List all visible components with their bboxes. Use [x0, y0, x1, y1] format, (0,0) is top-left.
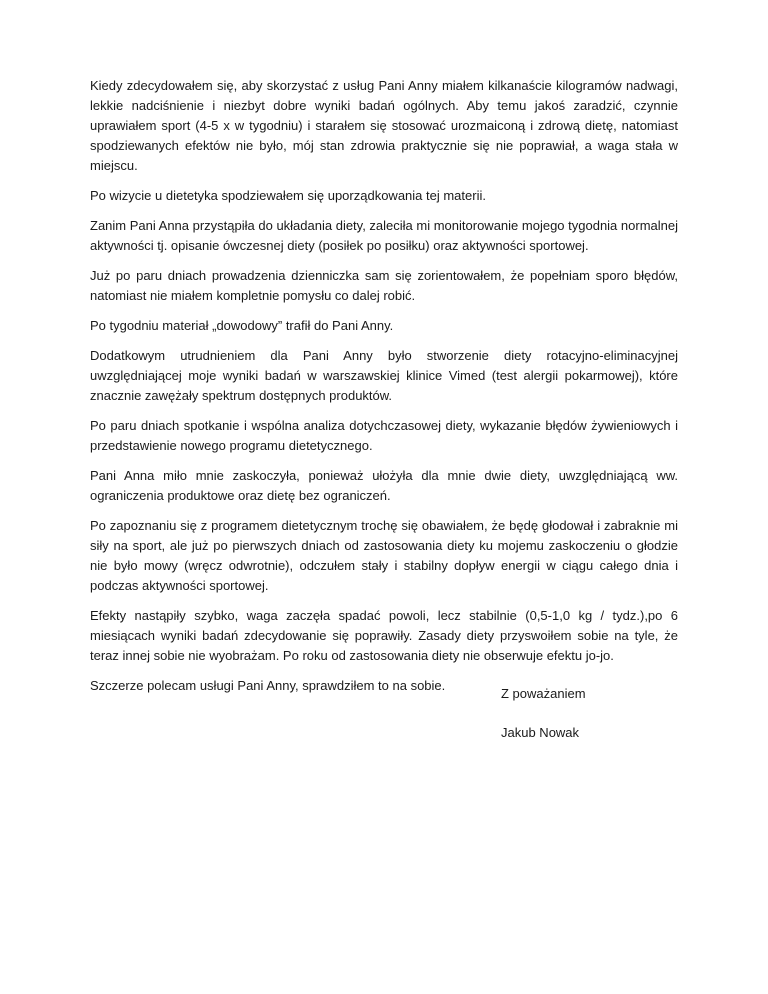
closing-line: Z poważaniem	[501, 686, 586, 701]
paragraph-results: Efekty nastąpiły szybko, waga zaczęła spadać powoli, lecz stabilnie (0,5-1,0 kg / tydz.),po 6 miesiącach wyniki badań zdecydowanie się poprawiły. Zasady diety przyswoiłem sobie na tyle, że teraz innej sobie nie wyobrażam. Po roku od zastosowania diety nie obserwuje efektu jo-jo.	[90, 608, 678, 663]
paragraph-recommendation: Szczerze polecam usługi Pani Anny, sprawdziłem to na sobie.	[90, 678, 446, 693]
paragraph-meeting: Po paru dniach spotkanie i wspólna analiza dotychczasowej diety, wykazanie błędów żywieniowych i przedstawienie nowego programu dietetycznego.	[90, 418, 678, 453]
paragraph-two-diets: Pani Anna miło mnie zaskoczyła, ponieważ ułożyła dla mnie dwie diety, uwzględniającą ww. ograniczenia produktowe oraz dietę bez ograniczeń.	[90, 468, 678, 503]
signature-name: Jakub Nowak	[501, 725, 580, 740]
paragraph-diary: Już po paru dniach prowadzenia dzienniczka sam się zorientowałem, że popełniam sporo błędów, natomiast nie miałem kompletnie pomysłu co dalej robić.	[90, 268, 678, 303]
letter-body	[90, 76, 678, 706]
paragraph-monitoring: Zanim Pani Anna przystąpiła do układania diety, zaleciła mi monitorowanie mojego tygodnia normalnej aktywności tj. opisanie ówczesnej diety (posiłek po posiłku) oraz aktywności sportowej.	[90, 218, 678, 253]
signature-block	[501, 684, 586, 762]
paragraph-difficulty: Dodatkowym utrudnieniem dla Pani Anny było stworzenie diety rotacyjno-eliminacyjnej uwzględniającej moje wyniki badań w warszawskiej klinice Vimed (test alergii pokarmowej), które znacznie zawężały spektrum dostępnych produktów.	[90, 348, 678, 403]
paragraph-evidence: Po tygodniu materiał „dowodowy” trafił do Pani Anny.	[90, 318, 394, 333]
paragraph-energy: Po zapoznaniu się z programem dietetycznym trochę się obawiałem, że będę głodował i zabraknie mi siły na sport, ale już po pierwszych dniach od zastosowania diety ku mojemu zaskoczeniu o głodzie nie było mowy (wręcz odwrotnie), odczułem stały i stabilny dopływ energii w ciągu całego dnia i podczas aktywności sportowej.	[90, 518, 678, 593]
paragraph-intro: Kiedy zdecydowałem się, aby skorzystać z usług Pani Anny miałem kilkanaście kilogramów nadwagi, lekkie nadciśnienie i niezbyt dobre wyniki badań ogólnych. Aby temu jakoś zaradzić, czynnie uprawiałem sport (4-5 x w tygodniu) i starałem się stosować urozmaiconą i zdrową dietę, natomiast spodziewanych efektów nie było, mój stan zdrowia praktycznie się nie poprawiał, a waga stała w miejscu.	[90, 78, 678, 173]
paragraph-visit: Po wizycie u dietetyka spodziewałem się uporządkowania tej materii.	[90, 188, 486, 203]
